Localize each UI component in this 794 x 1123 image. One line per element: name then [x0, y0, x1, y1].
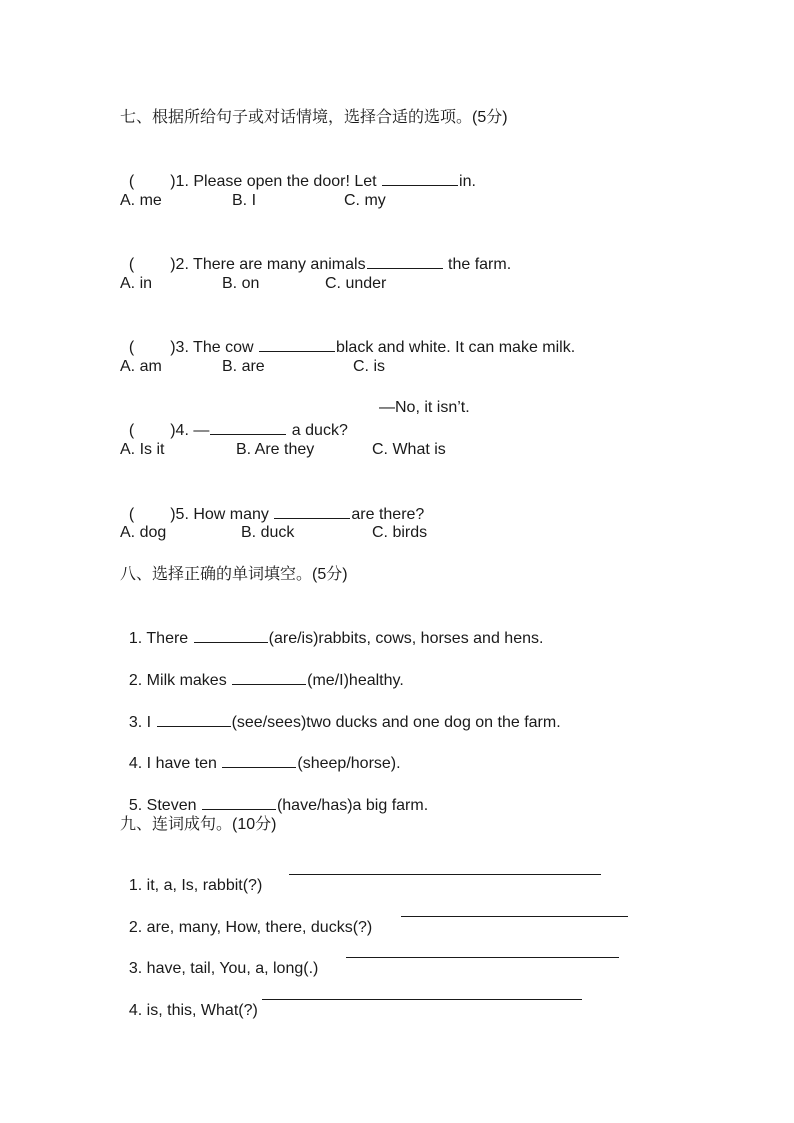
option-c: C. What is [372, 441, 446, 458]
question-text: )5. How many [170, 506, 269, 523]
item-text-after: (are/is)rabbits, cows, horses and hens. [268, 630, 544, 647]
option-b: B. Are they [236, 441, 315, 458]
item-text: 1. it, a, Is, rabbit(?) [128, 877, 263, 894]
question-3 [120, 315, 575, 358]
dialogue-reply: —No, it isn’t. [379, 399, 470, 416]
item-text-after: (sheep/horse). [297, 755, 401, 772]
question-1 [120, 149, 476, 192]
item-text: 4. is, this, What(?) [128, 1002, 258, 1019]
fill-item-3 [120, 690, 561, 733]
answer-line[interactable] [289, 858, 601, 875]
question-text-after: black and white. It can make milk. [335, 339, 576, 356]
fill-blank[interactable] [367, 252, 443, 269]
question-text: )3. The cow [170, 339, 254, 356]
question-text-after: a duck? [291, 422, 348, 439]
option-a: A. in [120, 275, 153, 292]
fill-blank[interactable] [194, 626, 268, 643]
question-text: )1. Please open the door! Let [170, 173, 377, 190]
answer-paren-open: ( [128, 506, 135, 523]
section-9-title: 九、连词成句。(10分) [120, 816, 277, 833]
question-5 [120, 482, 424, 525]
option-a: A. am [120, 358, 162, 375]
item-text: 2. Milk makes [128, 672, 227, 689]
fill-blank[interactable] [382, 169, 458, 186]
item-text: 3. I [128, 714, 152, 731]
section-8-title: 八、选择正确的单词填空。(5分) [120, 566, 348, 583]
sentence-item-3 [120, 939, 318, 979]
fill-blank[interactable] [210, 418, 286, 435]
option-c: C. my [344, 192, 386, 209]
fill-blank[interactable] [232, 668, 306, 685]
option-a: A. dog [120, 524, 167, 541]
fill-blank[interactable] [259, 335, 335, 352]
section-7-title: 七、根据所给句子或对话情境，选择合适的选项。(5分) [120, 109, 508, 126]
option-c: C. birds [372, 524, 428, 541]
answer-paren-open: ( [128, 339, 135, 356]
fill-blank[interactable] [202, 793, 276, 810]
fill-item-5 [120, 773, 428, 816]
item-text: 2. are, many, How, there, ducks(?) [128, 919, 373, 936]
option-b: B. on [222, 275, 260, 292]
question-text: )2. There are many animals [170, 256, 366, 273]
item-text: 4. I have ten [128, 755, 217, 772]
fill-blank[interactable] [274, 502, 350, 519]
question-2 [120, 232, 511, 275]
question-text-after: are there? [351, 506, 425, 523]
option-c: C. is [353, 358, 385, 375]
option-b: B. duck [241, 524, 295, 541]
answer-paren-open: ( [128, 173, 135, 190]
option-b: B. are [222, 358, 265, 375]
sentence-item-2 [120, 898, 372, 938]
item-text-after: (me/I)healthy. [307, 672, 404, 689]
answer-paren-open: ( [128, 256, 135, 273]
option-a: A. Is it [120, 441, 165, 458]
option-b: B. I [232, 192, 257, 209]
question-text-after: the farm. [448, 256, 512, 273]
answer-line[interactable] [401, 900, 628, 917]
item-text-after: (see/sees)two ducks and one dog on the farm. [231, 714, 561, 731]
item-text: 5. Steven [128, 797, 197, 814]
answer-line[interactable] [262, 983, 582, 1000]
option-c: C. under [325, 275, 387, 292]
sentence-item-1 [120, 856, 262, 896]
answer-line[interactable] [346, 941, 619, 958]
answer-paren-open: ( [128, 422, 135, 439]
item-text: 1. There [128, 630, 189, 647]
question-text-after: in. [459, 173, 476, 190]
item-text: 3. have, tail, You, a, long(.) [128, 960, 319, 977]
item-text-after: (have/has)a big farm. [276, 797, 429, 814]
fill-item-2 [120, 648, 404, 691]
option-a: A. me [120, 192, 162, 209]
fill-blank[interactable] [222, 751, 296, 768]
fill-item-4 [120, 731, 401, 774]
fill-item-1 [120, 606, 543, 649]
question-text: )4. — [170, 422, 210, 439]
fill-blank[interactable] [157, 710, 231, 727]
sentence-item-4 [120, 981, 258, 1021]
question-4 [120, 398, 348, 441]
